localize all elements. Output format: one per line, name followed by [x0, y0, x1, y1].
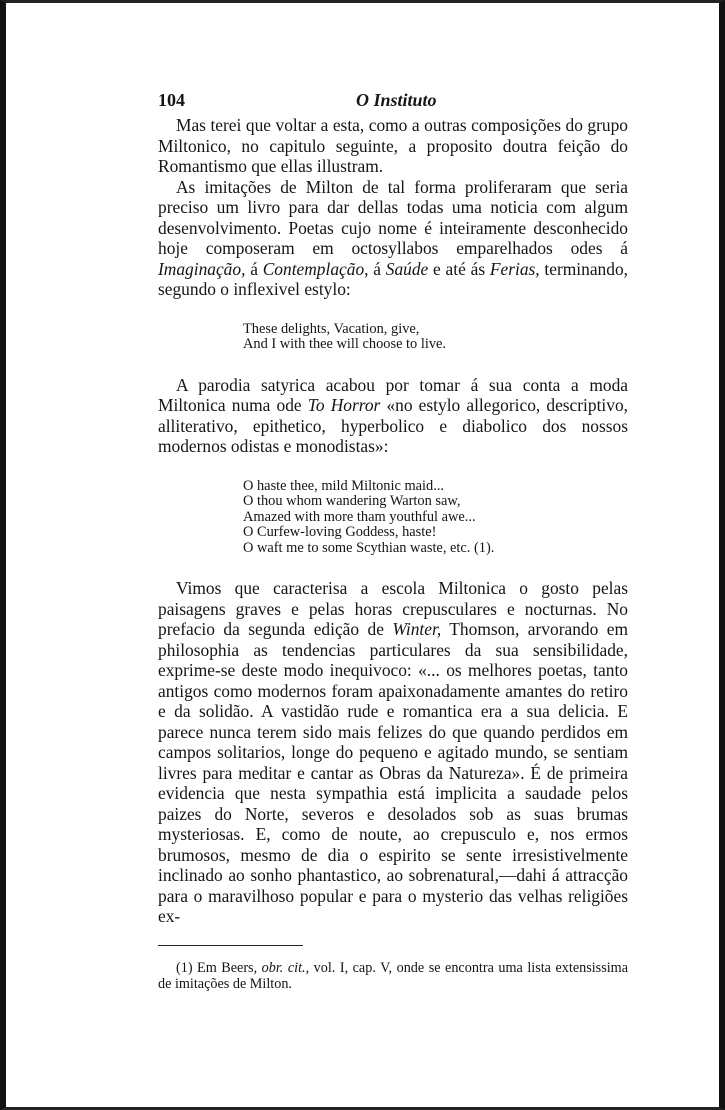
verse-line: O thou whom wandering Warton saw, — [243, 493, 461, 509]
verse-line: These delights, Vacation, give, — [243, 320, 420, 337]
verse-line: O waft me to some Scythian waste, etc. (1). — [243, 539, 495, 556]
footnote: (1) Em Beers, obr. cit., vol. I, cap. V, onde se encontra uma lista extensissima de imitações de Milton. — [158, 959, 628, 992]
paragraph-1: Mas terei que voltar a esta, como a outras composições do grupo Miltonico, no capitulo seguinte, a proposito doutra feição do Romantismo que ellas illustram. — [158, 115, 628, 176]
book-page — [158, 85, 628, 1006]
verse-quote-1 — [243, 322, 628, 353]
verse-line: O haste thee, mild Miltonic maid... — [243, 477, 445, 494]
paragraph-3: A parodia satyrica acabou por tomar á sua conta a moda Miltonica numa ode To Horror «no estylo allegorico, descriptivo, alliterativo, epithetico, hyperbolico e diabolico dos nossos modernos odistas e monodistas»: — [158, 374, 628, 456]
page-number: 104 — [158, 90, 185, 110]
footnote-divider — [158, 945, 303, 946]
verse-quote-2 — [243, 479, 628, 557]
running-title: O Instituto — [356, 90, 437, 110]
page-header — [158, 85, 628, 115]
paragraph-2: As imitações de Milton de tal forma proliferaram que seria preciso um livro para dar dellas todas uma noticia com algum desenvolvimento. Poetas cujo nome é inteiramente desconhecido hoje composeram em octosyllabos emparelhados odes á Imaginação, á Contemplação, á Saúde e até ás Ferias, terminando, segundo o inflexivel estylo: — [158, 176, 628, 299]
verse-line: O Curfew-loving Goddess, haste! — [243, 524, 437, 540]
verse-line: And I with thee will choose to live. — [243, 336, 447, 352]
verse-line: Amazed with more tham youthful awe... — [243, 508, 476, 525]
paragraph-4: Vimos que caracterisa a escola Miltonica o gosto pelas paisagens graves e pelas horas crepusculares e nocturnas. No prefacio da segunda edição de Winter, Thomson, arvorando em philosophia as tendencias particulares da sua sensibilidade, exprime-se deste modo inequivoco: «... os melhores poetas, tanto antigos como modernos foram apaixonadamente amantes do retiro e da solidão. A vastidão rude e romantica era a sua delicia. E parece nunca terem sido mais felizes do que quando perdidos em campos solitarios, longe do pequeno e agitado mundo, se sentiam livres para meditar e cantar as Obras da Natureza». É de primeira evidencia que nesta sympathia está implicita a saudade pelos paizes do Norte, severos e desolados sob as suas brumas mysteriosas. E, como de noute, ao crepusculo e, nos ermos brumosos, mesmo de dia o espirito se sente irresistivelmente inclinado ao sonho phantastico, ao sobrenatural,—dahi á attracção para o maravilhoso popular e para o mysterio das velhas religiões ex- — [158, 578, 628, 926]
